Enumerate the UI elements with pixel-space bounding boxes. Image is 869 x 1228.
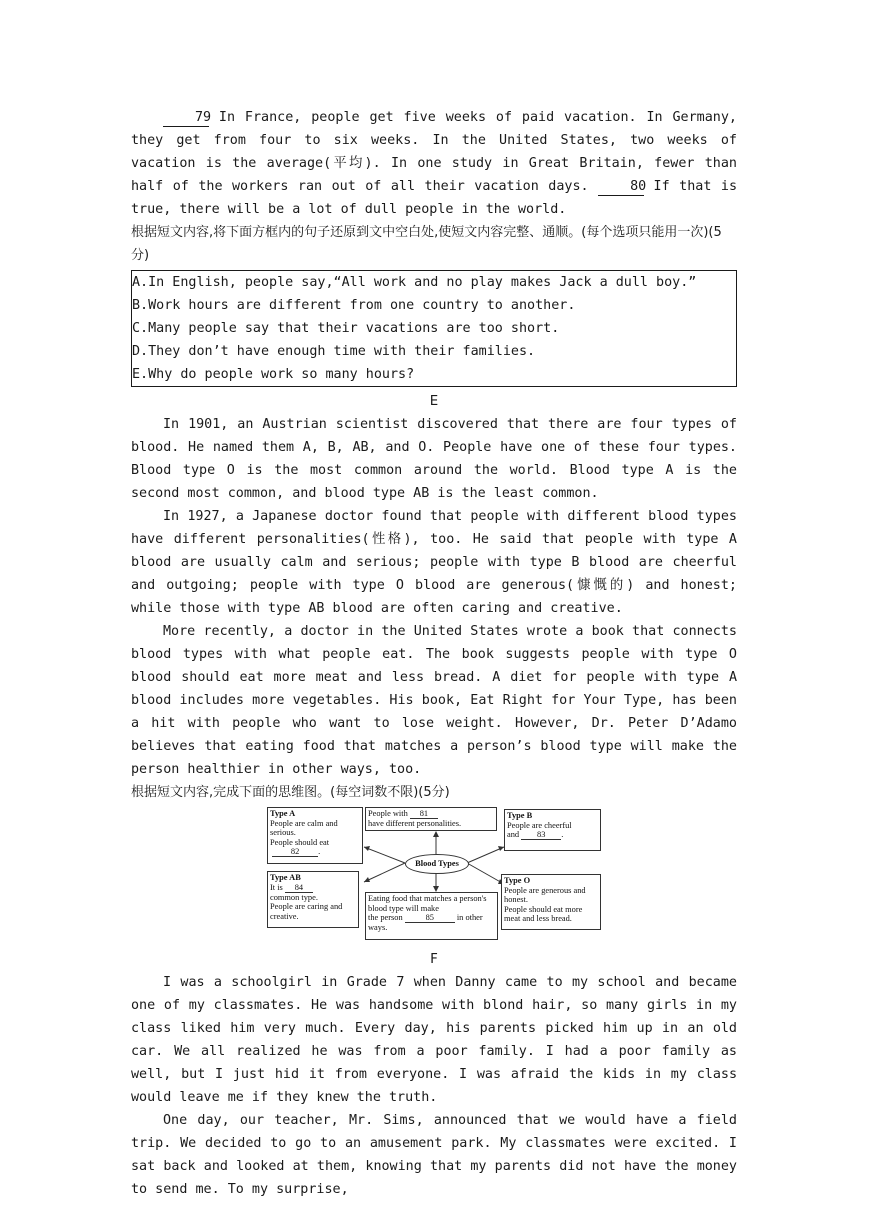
- personalities-post: have different personalities.: [368, 819, 462, 828]
- instruction-e: 根据短文内容,完成下面的思维图。(每空词数不限)(5分): [131, 785, 450, 800]
- type-a-title: Type A: [270, 809, 296, 818]
- personalities-box: [365, 807, 497, 831]
- type-ab-line3: People are caring and creative.: [270, 902, 343, 921]
- passage-d-ending: [131, 106, 737, 221]
- type-ab-box: [267, 871, 359, 928]
- type-ab-pre: It is: [270, 882, 283, 892]
- option-b: B.Work hours are different from one country to another.: [132, 298, 576, 313]
- passage-e-paragraph-1: In 1901, an Austrian scientist discovered that there are four types of blood. He named them A, B, AB, and O. People have one of these four types. Blood type O is the most common around the world. Blood type A is the second most common, and blood type AB is the least common.: [131, 417, 737, 501]
- type-a-box: Type A People are calm and serious. People should eat 82 .: [267, 807, 363, 864]
- type-b-line1: People are cheerful: [507, 820, 572, 830]
- type-ab-title: Type AB: [270, 873, 301, 882]
- type-b-title: Type B: [507, 811, 533, 820]
- option-c: C.Many people say that their vacations are too short.: [132, 321, 560, 336]
- blank-80[interactable]: 80: [598, 179, 644, 196]
- passage-f-paragraph-1: I was a schoolgirl in Grade 7 when Danny came to my school and became one of my classmates. He was handsome with blond hair, so many girls in my class liked him very much. Every day, his parents picked him up in an old car. We all realized he was from a poor family. I had a poor family as well, but I just hid it from everyone. I was afraid the kids in my class would leave me if they knew the truth.: [131, 975, 737, 1105]
- passage-d-text-a: In France, people get five weeks of paid vacation. In Germany, they get from four to six weeks. In the United States, two weeks of vacation is the average(平均). In one study in Great Britain, fewer than half of the workers ran out of all their vacation days.: [131, 110, 737, 194]
- food-pre: the person: [368, 913, 403, 922]
- options-box: [131, 270, 737, 387]
- blank-81[interactable]: 81: [410, 810, 438, 819]
- blank-84[interactable]: 84: [285, 884, 313, 893]
- blank-83[interactable]: 83: [521, 831, 561, 840]
- food-line1: Eating food that matches a person's blood type will make: [368, 894, 487, 913]
- blood-types-mind-map: [267, 806, 607, 944]
- blank-85[interactable]: 85: [405, 914, 455, 923]
- passage-e-paragraph-2: In 1927, a Japanese doctor found that people with different blood types have different personalities(性格), too. He said that people with type A blood are usually calm and serious; people with type B blood are cheerful and outgoing; people with type O blood are generous(慷慨的) and honest; while those with type AB blood are often caring and creative.: [131, 509, 737, 616]
- blank-79[interactable]: 79: [163, 110, 209, 127]
- food-post: in other ways.: [368, 913, 483, 932]
- instruction-d: 根据短文内容,将下面方框内的句子还原到文中空白处,使短文内容完整、通顺。(每个选项只能用一次)(5分): [131, 225, 722, 263]
- type-o-title: Type O: [504, 876, 531, 885]
- food-box: [365, 892, 498, 940]
- exam-page: [131, 106, 737, 1201]
- type-b-pre: and: [507, 830, 520, 839]
- type-o-line1: People are generous and honest.: [504, 885, 586, 904]
- passage-f-paragraph-2: One day, our teacher, Mr. Sims, announced that we would have a field trip. We decided to go to an amusement park. My classmates were excited. I sat back and looked at them, knowing that my parents did not have the money to send me. To my surprise,: [131, 1113, 737, 1197]
- type-a-line2: People should eat: [270, 837, 330, 847]
- type-o-box: [501, 874, 601, 930]
- option-d: D.They don’t have enough time with their families.: [132, 344, 536, 359]
- personalities-pre: People with: [368, 809, 408, 818]
- type-o-line2: People should eat more meat and less bread.: [504, 904, 583, 923]
- type-ab-line2: common type.: [270, 892, 318, 902]
- section-e-letter: E: [429, 394, 439, 409]
- blood-types-center: Blood Types: [405, 854, 469, 874]
- option-a: A.In English, people say,“All work and no play makes Jack a dull boy.”: [132, 275, 697, 290]
- blank-82[interactable]: 82: [272, 848, 318, 857]
- option-e: E.Why do people work so many hours?: [132, 367, 415, 382]
- passage-e-paragraph-3: More recently, a doctor in the United States wrote a book that connects blood types with what people eat. The book suggests people with type O blood should eat more meat and less bread. A diet for people with type A blood includes more vegetables. His book, Eat Right for Your Type, has been a hit with people who want to lose weight. However, Dr. Peter D’Adamo believes that eating food that matches a person’s blood type will make the person healthier in other ways, too.: [131, 624, 737, 777]
- passage-d-text-b: If that is true, there will be a lot of dull people in the world.: [131, 179, 738, 217]
- type-a-line1: People are calm and serious.: [270, 818, 338, 837]
- section-f-letter: F: [430, 952, 438, 967]
- type-b-box: Type B People are cheerful and 83 .: [504, 809, 601, 851]
